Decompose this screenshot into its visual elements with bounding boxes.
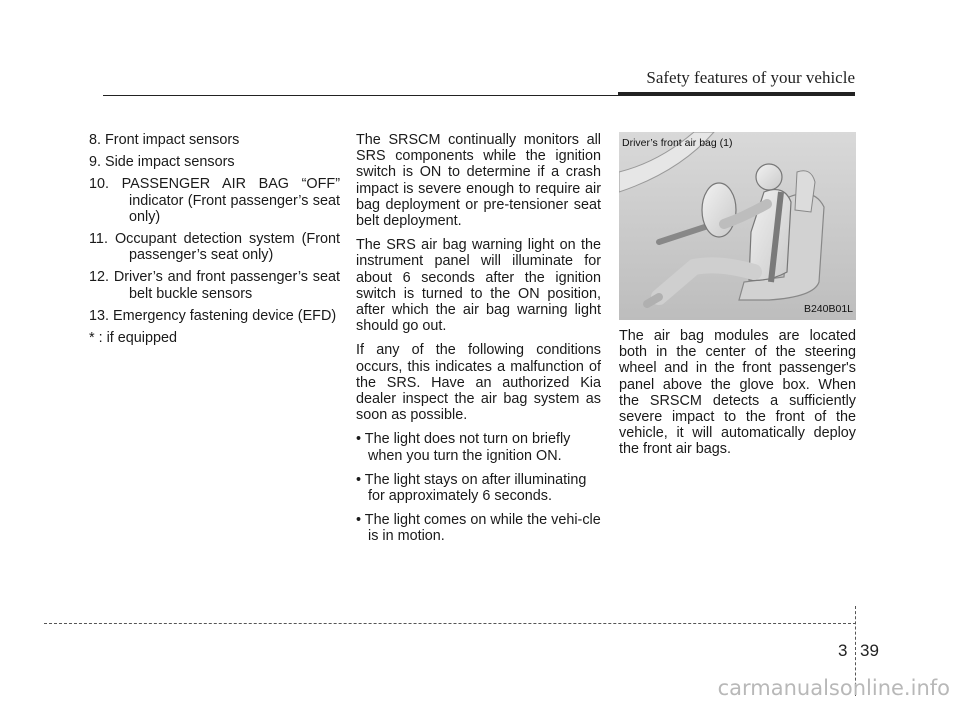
list-item: 12. Driver’s and front passenger’s seat belt buckle sensors xyxy=(89,269,340,302)
bullet-text: The light does not turn on briefly when you turn the ignition ON. xyxy=(364,431,571,464)
paragraph: If any of the following conditions occurs, this indicates a malfunction of the SRS. Have an authorized Kia dealer inspect the air bag system as soon as possible. xyxy=(356,342,601,424)
driver-airbag-drawing xyxy=(619,132,856,320)
list-item: 13. Emergency fastening device (EFD) xyxy=(89,307,337,324)
right-column xyxy=(619,132,856,466)
bullet-item: • The light stays on after illuminating for approximately 6 seconds. xyxy=(356,471,587,505)
footnote: * : if equipped xyxy=(89,330,178,347)
list-item: 10. PASSENGER AIR BAG “OFF” indicator (Front passenger’s seat only) xyxy=(89,176,340,225)
footer-rule xyxy=(44,623,856,624)
paragraph: The SRS air bag warning light on the instrument panel will illuminate for about 6 seconds after the ignition switch is turned to the ON position, after which the air bag warning light should go out. xyxy=(356,237,601,335)
paragraph: The SRSCM continually monitors all SRS components while the ignition switch is ON to determine if a crash impact is severe enough to require air bag deployment or pre-tensioner seat belt deployment. xyxy=(356,132,601,230)
list-item: 9. Side impact sensors xyxy=(89,154,235,171)
list-item: 8. Front impact sensors xyxy=(89,132,240,148)
list-item: 11. Occupant detection system (Front passenger’s seat only) xyxy=(89,231,340,264)
bullet-item: • The light does not turn on briefly when you turn the ignition ON. xyxy=(356,431,571,464)
header-rule-accent xyxy=(618,92,855,96)
figure-caption: Driver’s front air bag (1) xyxy=(622,137,733,149)
bullet-text: The light comes on while the vehi-cle is in motion. xyxy=(364,512,601,545)
bullet-text: The light stays on after illuminating for approximately 6 seconds. xyxy=(364,471,587,505)
chapter-number: 3 xyxy=(838,641,848,660)
figure-code: B240B01L xyxy=(803,302,853,315)
left-column xyxy=(89,132,340,352)
airbag-illustration xyxy=(619,132,856,320)
paragraph: The air bag modules are located both in the center of the steering wheel and in the front passenger's panel above the glove box. When the SRSCM detects a sufficiently severe impact to the front of the vehicle, it will automatically deploy the front air bags. xyxy=(619,328,856,458)
watermark: carmanualsonline.info xyxy=(717,676,950,700)
bullet-item: • The light comes on while the vehi-cle is in motion. xyxy=(356,512,601,545)
page-number: 39 xyxy=(860,641,879,660)
running-header: Safety features of your vehicle xyxy=(646,68,855,87)
middle-column xyxy=(356,132,601,553)
